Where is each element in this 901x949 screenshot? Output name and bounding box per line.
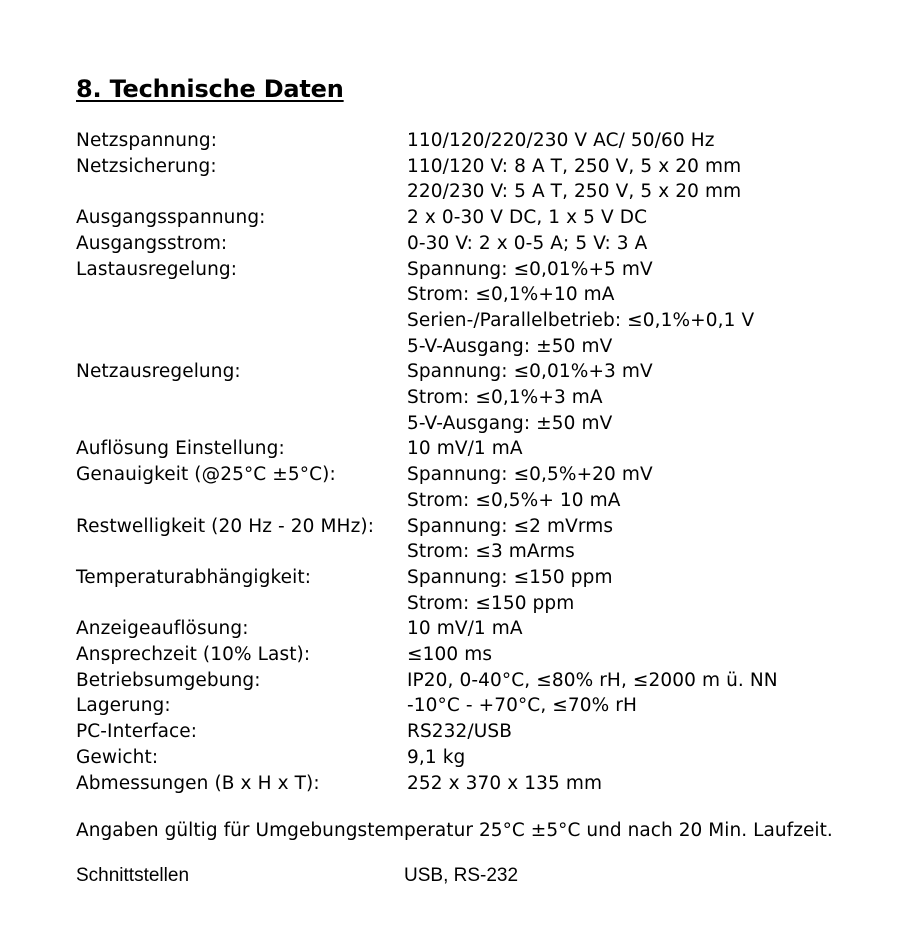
spec-value: 252 x 370 x 135 mm — [407, 772, 603, 794]
spec-value: Strom: ≤0,1%+10 mA — [407, 284, 615, 306]
spec-label: Lagerung: — [76, 695, 171, 717]
spec-row — [76, 231, 876, 257]
spec-values — [407, 436, 876, 462]
spec-label: PC-Interface: — [76, 721, 198, 743]
spec-values — [407, 565, 876, 616]
spec-value: -10°C - +70°C, ≤70% rH — [407, 695, 638, 717]
spec-values — [407, 745, 876, 771]
spec-values — [407, 257, 876, 360]
spec-label: Temperaturabhängigkeit: — [76, 566, 312, 588]
spec-values — [407, 128, 876, 154]
spec-label: Ansprechzeit (10% Last): — [76, 644, 311, 666]
spec-value: Strom: ≤0,1%+3 mA — [407, 387, 603, 409]
interfaces-label: Schnittstellen — [76, 865, 190, 886]
spec-row — [76, 565, 876, 616]
spec-row — [76, 514, 876, 565]
spec-value: 9,1 kg — [407, 746, 466, 768]
spec-value: Strom: ≤3 mArms — [407, 541, 575, 563]
spec-label: Genauigkeit (@25°C ±5°C): — [76, 464, 336, 486]
spec-value: Spannung: ≤0,01%+3 mV — [407, 361, 653, 383]
spec-label: Ausgangsstrom: — [76, 232, 228, 254]
spec-values — [407, 231, 876, 257]
spec-row — [76, 154, 876, 205]
spec-values — [407, 154, 876, 205]
spec-label: Netzausregelung: — [76, 361, 241, 383]
spec-value: Spannung: ≤2 mVrms — [407, 515, 614, 537]
spec-value: 2 x 0-30 V DC, 1 x 5 V DC — [407, 207, 648, 229]
section-title: 8. Technische Daten — [76, 75, 344, 103]
spec-label: Ausgangsspannung: — [76, 207, 266, 229]
footnote: Angaben gültig für Umgebungstemperatur 25°C ±5°C und nach 20 Min. Laufzeit. — [76, 820, 833, 841]
spec-value: IP20, 0-40°C, ≤80% rH, ≤2000 m ü. NN — [407, 669, 778, 691]
spec-label: Betriebsumgebung: — [76, 669, 261, 691]
spec-value: 10 mV/1 mA — [407, 438, 523, 460]
spec-values — [407, 771, 876, 797]
spec-row — [76, 771, 876, 797]
spec-value: 5-V-Ausgang: ±50 mV — [407, 335, 613, 357]
spec-value: Spannung: ≤0,5%+20 mV — [407, 464, 653, 486]
spec-values — [407, 719, 876, 745]
spec-row — [76, 668, 876, 694]
spec-value: Serien-/Parallelbetrieb: ≤0,1%+0,1 V — [407, 309, 755, 331]
spec-row — [76, 128, 876, 154]
spec-row — [76, 462, 876, 513]
spec-value: Strom: ≤0,5%+ 10 mA — [407, 489, 621, 511]
spec-value: 110/120 V: 8 A T, 250 V, 5 x 20 mm — [407, 155, 742, 177]
spec-row — [76, 693, 876, 719]
spec-row — [76, 719, 876, 745]
spec-value: 220/230 V: 5 A T, 250 V, 5 x 20 mm — [407, 181, 742, 203]
spec-label: Netzspannung: — [76, 130, 218, 151]
spec-values — [407, 514, 876, 565]
spec-row — [76, 642, 876, 668]
interfaces-value: USB, RS-232 — [404, 865, 519, 886]
spec-value: 110/120/220/230 V AC/ 50/60 Hz — [407, 130, 715, 151]
spec-row — [76, 436, 876, 462]
spec-value: 5-V-Ausgang: ±50 mV — [407, 412, 613, 434]
spec-value: Spannung: ≤150 ppm — [407, 566, 613, 588]
interfaces-row — [76, 864, 518, 888]
spec-row — [76, 359, 876, 436]
spec-value: 0-30 V: 2 x 0-5 A; 5 V: 3 A — [407, 232, 648, 254]
spec-value: Strom: ≤150 ppm — [407, 592, 575, 614]
spec-label: Netzsicherung: — [76, 155, 217, 177]
spec-label: Auflösung Einstellung: — [76, 438, 285, 460]
spec-values — [407, 359, 876, 436]
spec-label: Gewicht: — [76, 746, 159, 768]
spec-label: Restwelligkeit (20 Hz - 20 MHz): — [76, 515, 375, 537]
spec-row — [76, 745, 876, 771]
spec-values — [407, 462, 876, 513]
spec-table — [76, 128, 876, 796]
spec-label: Lastausregelung: — [76, 258, 238, 280]
spec-values — [407, 693, 876, 719]
spec-label: Abmessungen (B x H x T): — [76, 772, 320, 794]
spec-row — [76, 205, 876, 231]
spec-values — [407, 205, 876, 231]
spec-value: RS232/USB — [407, 721, 513, 743]
spec-value: 10 mV/1 mA — [407, 618, 523, 640]
spec-row — [76, 257, 876, 360]
spec-value: Spannung: ≤0,01%+5 mV — [407, 258, 653, 280]
spec-values — [407, 616, 876, 642]
spec-value: ≤100 ms — [407, 644, 493, 666]
spec-values — [407, 668, 876, 694]
spec-row — [76, 616, 876, 642]
spec-values — [407, 642, 876, 668]
technical-data-page — [76, 72, 876, 886]
spec-label: Anzeigeauflösung: — [76, 618, 249, 640]
